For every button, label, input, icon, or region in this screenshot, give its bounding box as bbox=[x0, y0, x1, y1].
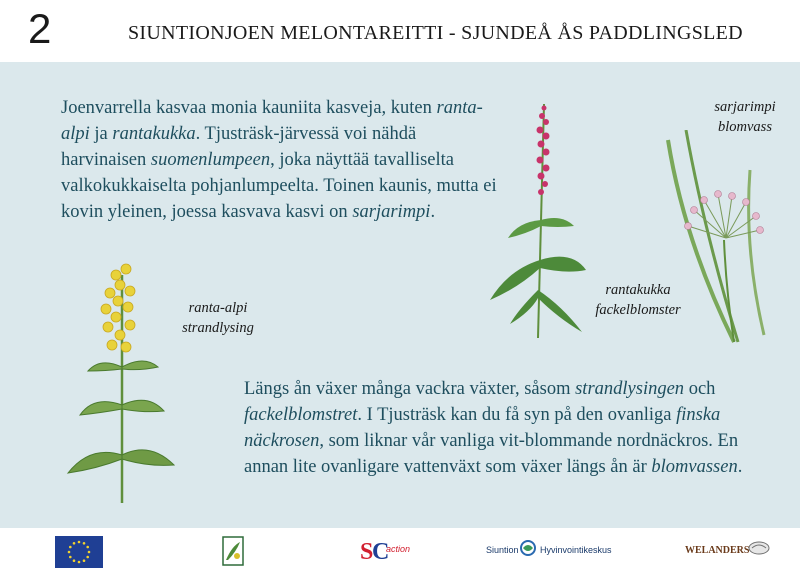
plant-name-italic: rantakukka bbox=[112, 124, 196, 144]
label-swedish: fackelblomster bbox=[595, 302, 681, 318]
text-segment: , som liknar vår vanliga vit-blommande nordnäckros. En annan lite ovanligare vattenväxt som växer längs ån är bbox=[244, 431, 739, 477]
plant-name-italic: sarjarimpi bbox=[352, 202, 431, 222]
ranta-alpi-illustration bbox=[60, 255, 180, 505]
hyvinvointikeskus-text-right: Hyvinvointikeskus bbox=[540, 545, 612, 555]
text-segment: ja bbox=[89, 124, 113, 144]
plant-name-italic: suomenlumpeen bbox=[150, 150, 271, 170]
hyvinvointikeskus-logo-icon bbox=[520, 540, 536, 556]
swedish-paragraph bbox=[244, 376, 764, 480]
footer-logos bbox=[0, 528, 800, 569]
label-swedish: blomvass bbox=[718, 119, 772, 135]
plant-name-italic: blomvassen bbox=[651, 457, 738, 477]
text-segment: . bbox=[737, 457, 743, 477]
text-segment: Längs ån växer många vackra växter, såsom bbox=[244, 379, 576, 399]
rantakukka-illustration bbox=[488, 100, 588, 340]
sc-action-text: action bbox=[386, 544, 411, 554]
text-segment: . I Tjusträsk kan du få syn på den ovanliga bbox=[357, 405, 677, 425]
welanders-text: WELANDERS bbox=[685, 545, 750, 556]
welanders-logo-icon bbox=[748, 539, 770, 555]
label-finnish: rantakukka bbox=[605, 282, 671, 298]
plant-name-italic: ranta-alpi bbox=[61, 98, 483, 144]
label-finnish: sarjarimpi bbox=[714, 99, 776, 115]
plant-name-italic: fackelblomstret bbox=[244, 405, 358, 425]
svg-text:C: C bbox=[372, 539, 390, 565]
sarjarimpi-illustration bbox=[664, 130, 774, 345]
label-finnish: ranta-alpi bbox=[188, 300, 248, 316]
text-segment: . Tjusträsk-järvessä voi nähdä harvinaisen bbox=[61, 124, 417, 170]
text-segment: Joenvarrella kasvaa monia kauniita kasveja, kuten bbox=[61, 98, 437, 118]
header bbox=[0, 0, 800, 62]
label-swedish: strandlysing bbox=[182, 320, 254, 336]
leader-logo-icon bbox=[222, 536, 244, 566]
plant-name-italic: strandlysingen bbox=[575, 379, 685, 399]
text-segment: och bbox=[684, 379, 716, 399]
hyvinvointikeskus-text-left: Siuntion bbox=[486, 545, 519, 555]
sign-title: SIUNTIONJOEN MELONTAREITTI - SJUNDEÅ ÅS PADDLINGSLED bbox=[128, 22, 743, 44]
plant-name-italic: finska näckrosen bbox=[244, 405, 721, 451]
text-segment: , joka näyttää tavalliselta valkokukkaiselta pohjanlumpeelta. Toinen kaunis, mutta ei kovin yleinen, joessa kasvava kasvi on bbox=[61, 150, 497, 222]
finnish-paragraph bbox=[61, 95, 501, 225]
ranta-alpi-label bbox=[168, 298, 268, 338]
sign-number: 2 bbox=[28, 5, 52, 52]
sarjarimpi-label bbox=[690, 97, 800, 137]
svg-text:S: S bbox=[360, 539, 374, 565]
text-segment: . bbox=[430, 202, 436, 222]
eu-flag-icon bbox=[55, 536, 103, 568]
